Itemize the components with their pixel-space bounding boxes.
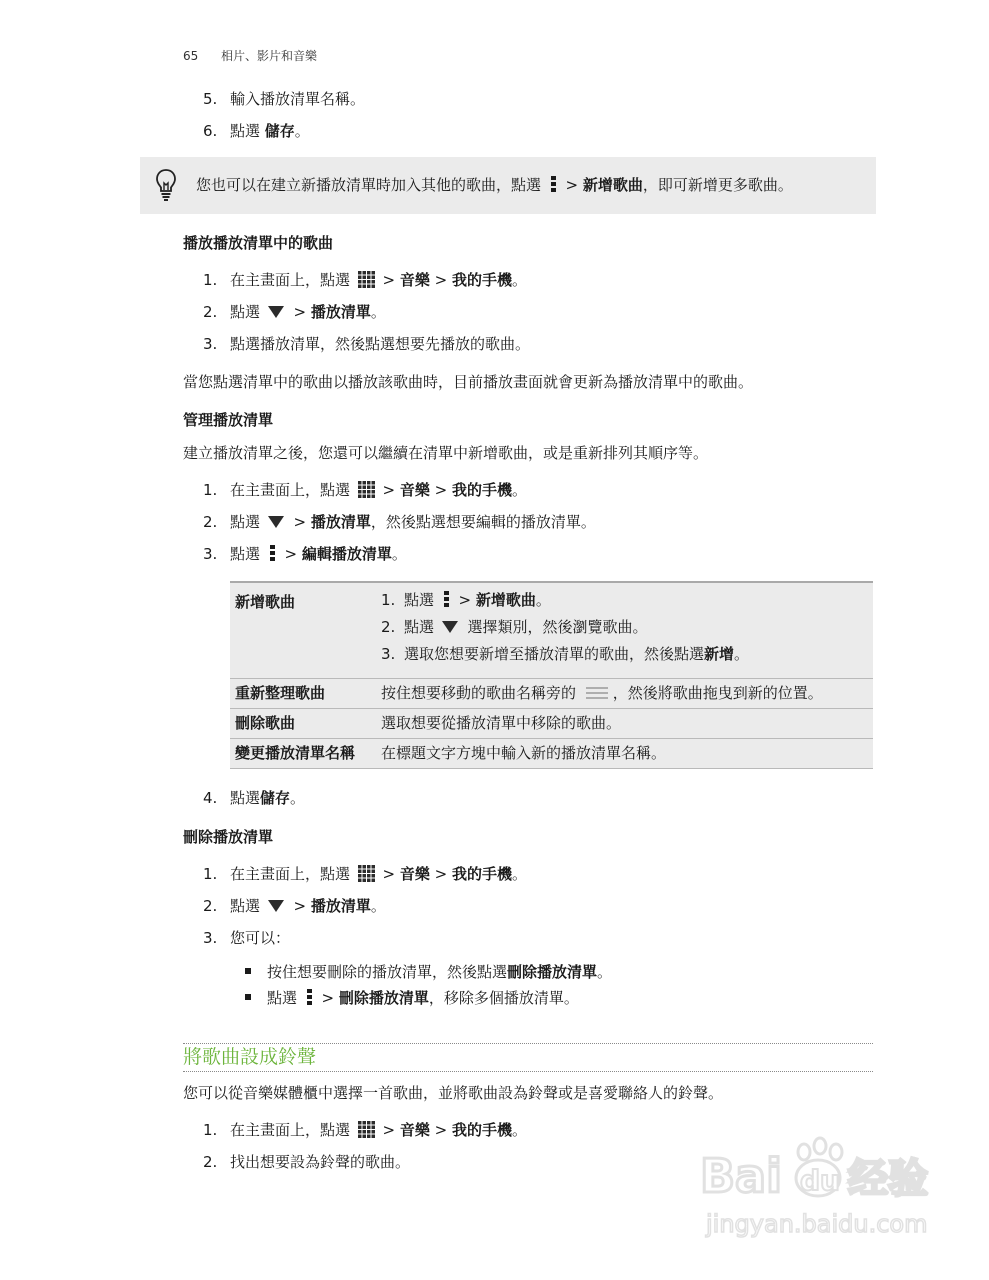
bullet-marker [245,994,251,1000]
heading-delete-playlist: 刪除播放清單 [183,828,274,846]
page-header [183,47,317,64]
manage-step-4: 4. 點選儲存。 [203,789,306,807]
table-row-reorder: 重新整理歌曲 按住想要移動的歌曲名稱旁的 ，然後將歌曲拖曳到新的位置。 [230,679,873,709]
all-apps-grid-icon [358,1121,375,1138]
page-number: 65 [183,49,199,63]
delete-step-2: 2. 點選 > 播放清單。 [203,897,386,915]
chapter-title: 相片、影片和音樂 [221,49,318,63]
delete-bullet-2: 點選 > 刪除播放清單，移除多個播放清單。 [245,988,579,1008]
dropdown-triangle-icon [442,621,458,633]
all-apps-grid-icon [358,481,375,498]
tip-box [140,157,876,214]
watermark-cn: 经验 [848,1156,928,1202]
delete-step-1: 1. 在主畫面上，點選 > 音樂 > 我的手機。 [203,865,528,883]
step-6: 6. 點選 儲存。 [203,122,310,140]
table-row-rename: 變更播放清單名稱 在標題文字方塊中輸入新的播放清單名稱。 [230,739,873,769]
heading-manage-playlist: 管理播放清單 [183,411,274,429]
dropdown-triangle-icon [268,306,284,318]
dropdown-triangle-icon [268,516,284,528]
row-label: 新增歌曲 [230,582,381,679]
row-label: 刪除歌曲 [230,709,381,739]
delete-bullet-1: 按住想要刪除的播放清單，然後點選刪除播放清單。 [245,962,612,982]
watermark-brand: Bai [700,1149,782,1203]
table-row-delete-song: 刪除歌曲 選取想要從播放清單中移除的歌曲。 [230,709,873,739]
delete-step-3: 3. 您可以： [203,929,291,947]
add-substep-1: 1. 點選 > 新增歌曲。 [381,591,551,609]
row-label: 變更播放清單名稱 [230,739,381,769]
manage-step-1: 1. 在主畫面上，點選 > 音樂 > 我的手機。 [203,481,528,499]
menu-dots-icon [307,989,312,1006]
baidu-jingyan-watermark [700,1130,940,1245]
add-substep-3: 3. 選取您想要新增至播放清單的歌曲，然後點選新增。 [381,645,750,663]
tip-text: 您也可以在建立新播放清單時加入其他的歌曲，點選 > 新增歌曲，即可新增更多歌曲。 [196,176,793,194]
manage-step-2: 2. 點選 > 播放清單，然後點選想要編輯的播放清單。 [203,513,596,531]
section-divider-top [183,1043,873,1044]
table-row-add-songs [230,582,873,679]
add-substep-2: 2. 點選 選擇類別，然後瀏覽歌曲。 [381,618,648,636]
drag-handle-icon [585,686,609,700]
play-note: 當您點選清單中的歌曲以播放該歌曲時，目前播放畫面就會更新為播放清單中的歌曲。 [183,373,754,391]
ringtone-step-1: 1. 在主畫面上，點選 > 音樂 > 我的手機。 [203,1121,528,1139]
watermark-brand2: du [800,1164,840,1197]
play-step-1: 1. 在主畫面上，點選 > 音樂 > 我的手機。 [203,271,528,289]
dropdown-triangle-icon [268,900,284,912]
section-divider-bottom [183,1071,873,1072]
step-5: 5. 輸入播放清單名稱。 [203,90,366,108]
all-apps-grid-icon [358,271,375,288]
heading-play-playlist: 播放播放清單中的歌曲 [183,234,334,252]
lightbulb-icon [154,168,178,202]
menu-dots-icon [551,176,556,193]
bullet-marker [245,968,251,974]
heading-set-ringtone: 將歌曲設成鈴聲 [183,1046,317,1068]
play-step-2: 2. 點選 > 播放清單。 [203,303,386,321]
playlist-edit-options-table [230,581,873,769]
all-apps-grid-icon [358,865,375,882]
menu-dots-icon [444,591,449,608]
play-step-3: 3. 點選播放清單，然後點選想要先播放的歌曲。 [203,335,531,353]
manage-intro: 建立播放清單之後，您還可以繼續在清單中新增歌曲，或是重新排列其順序等。 [183,444,709,462]
watermark-url: jingyan.baidu.com [706,1210,928,1238]
row-label: 重新整理歌曲 [230,679,381,709]
ringtone-intro: 您可以從音樂媒體櫃中選擇一首歌曲，並將歌曲設為鈴聲或是喜愛聯絡人的鈴聲。 [183,1084,724,1102]
ringtone-step-2: 2. 找出想要設為鈴聲的歌曲。 [203,1153,411,1171]
manage-step-3: 3. 點選 > 編輯播放清單。 [203,545,407,563]
menu-dots-icon [270,545,275,562]
